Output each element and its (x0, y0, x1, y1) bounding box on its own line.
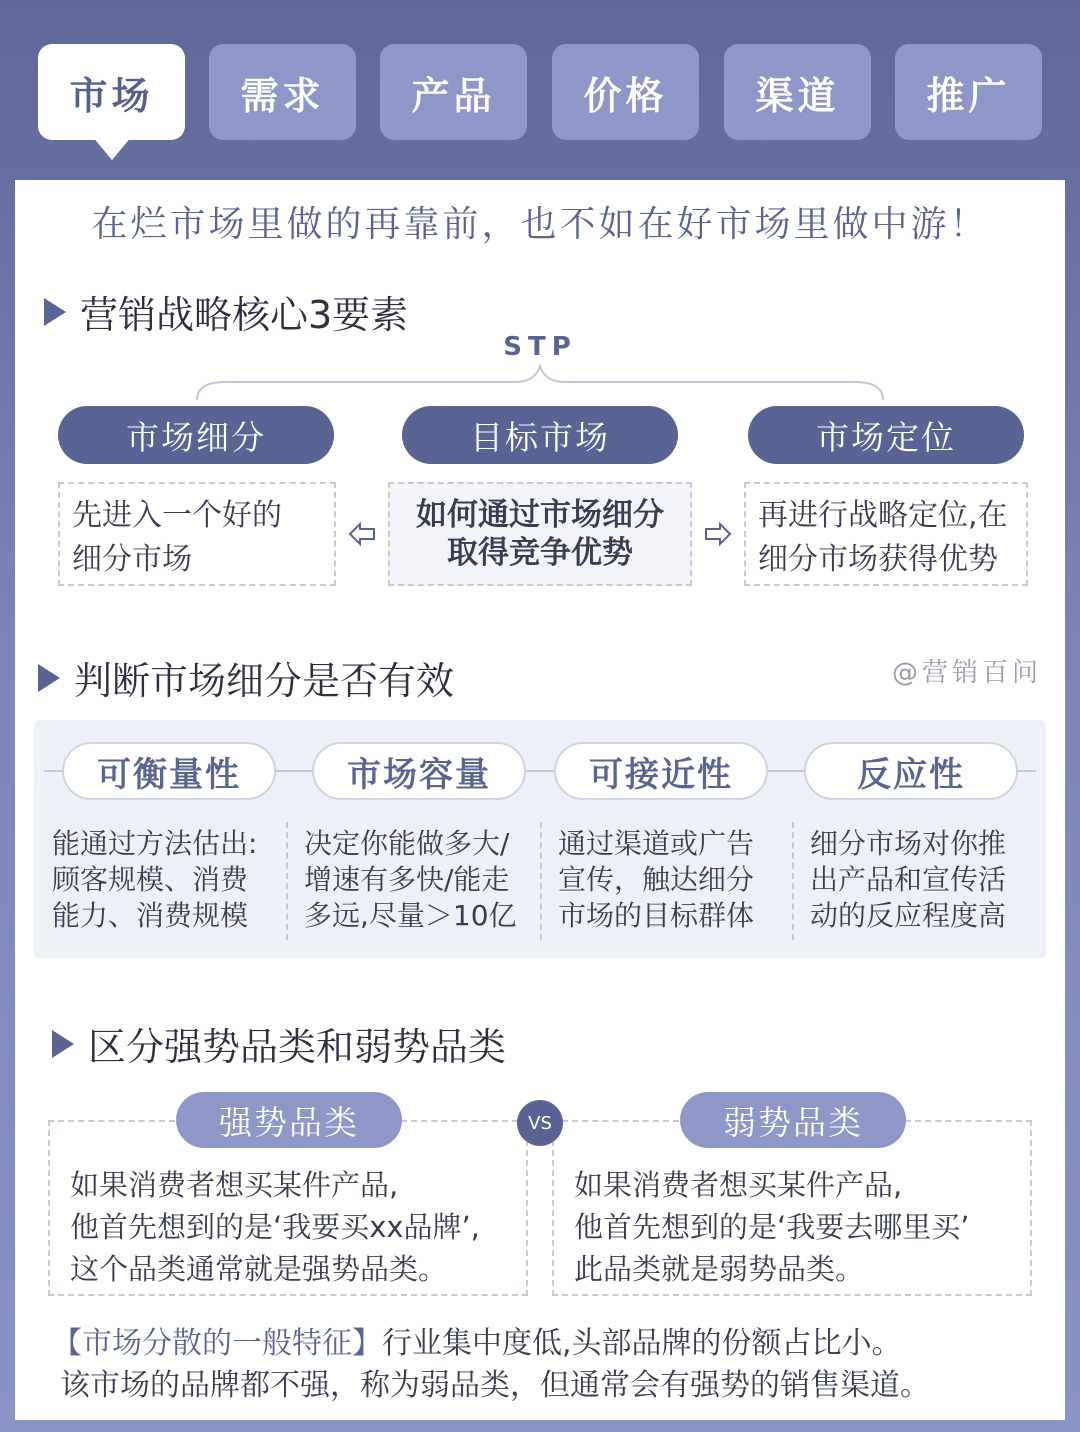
box-line: 取得竞争优势 (447, 535, 633, 571)
tab-bar (38, 44, 1042, 142)
text-line: 顾客规模、消费 (52, 863, 249, 896)
divider (540, 822, 542, 940)
divider (286, 822, 288, 940)
arrow-right-icon (704, 520, 732, 548)
section-title-categories (52, 1016, 506, 1071)
footer-highlight: 【市场分散的一般特征】 (52, 1326, 382, 1361)
triangle-bullet-icon (44, 298, 66, 326)
tab-price[interactable]: 价格 (552, 44, 699, 140)
stp-label: STP (503, 332, 577, 362)
vs-badge: VS (517, 1100, 563, 1146)
pill-responsive: 反应性 (804, 742, 1018, 800)
pill-targeting: 目标市场 (402, 406, 678, 464)
text-line: 增速有多快/能走 (304, 863, 510, 896)
text-line: 他首先想到的是‘我要去哪里买’ (574, 1210, 970, 1244)
section-title-text: 判断市场细分是否有效 (74, 659, 455, 703)
text-line: 此品类就是弱势品类。 (574, 1252, 865, 1286)
arrow-left-icon (348, 520, 376, 548)
text-line: 决定你能做多大/ (304, 827, 510, 860)
criteria-text-accessible (558, 826, 788, 934)
section-title-effective (38, 650, 454, 705)
slogan: 在烂市场里做的再靠前，也不如在好市场里做中游！ (91, 204, 989, 245)
text-line: 如果消费者想买某件产品, (70, 1168, 399, 1202)
box-line: 先进入一个好的 (72, 498, 282, 533)
tab-promotion[interactable]: 推广 (895, 44, 1042, 140)
footer-text: 行业集中度低,头部品牌的份额占比小。 (382, 1326, 902, 1361)
text-line: 他首先想到的是‘我要买xx品牌’, (70, 1210, 480, 1244)
text-line: 细分市场对你推 (810, 827, 1007, 860)
active-tab-pointer (92, 136, 132, 160)
section-title-core-elements (44, 284, 408, 339)
box-segmentation (58, 482, 336, 586)
footer-line-1 (52, 1318, 902, 1362)
triangle-bullet-icon (38, 664, 60, 692)
box-line: 细分市场获得优势 (758, 542, 998, 577)
text-line: 通过渠道或广告 (558, 827, 755, 860)
pill-accessible: 可接近性 (554, 742, 768, 800)
text-line: 能通过方法估出: (52, 827, 258, 860)
pill-measurable: 可衡量性 (62, 742, 276, 800)
pill-positioning: 市场定位 (748, 406, 1024, 464)
text-line: 多远,尽量＞10亿 (304, 899, 517, 932)
footer-line-2: 该市场的品牌都不强，称为弱品类，但通常会有强势的销售渠道。 (60, 1368, 930, 1403)
box-line: 细分市场 (72, 542, 192, 577)
box-line: 如何通过市场细分 (416, 497, 664, 533)
tab-market[interactable]: 市场 (38, 44, 185, 140)
text-line: 如果消费者想买某件产品, (574, 1168, 903, 1202)
box-positioning (744, 482, 1028, 586)
criteria-text-responsive (810, 826, 1040, 934)
pill-capacity: 市场容量 (312, 742, 526, 800)
brace-icon (195, 362, 885, 402)
text-line: 动的反应程度高 (810, 899, 1007, 932)
text-line: 这个品类通常就是强势品类。 (70, 1252, 448, 1286)
text-line: 市场的目标群体 (558, 899, 755, 932)
box-targeting (388, 482, 692, 586)
pill-segmentation: 市场细分 (58, 406, 334, 464)
triangle-bullet-icon (52, 1030, 74, 1058)
watermark: @营销百问 (891, 658, 1042, 688)
text-line: 出产品和宣传活 (810, 863, 1007, 896)
criteria-text-capacity (304, 826, 534, 934)
text-line: 宣传，触达细分 (558, 863, 755, 896)
tab-product[interactable]: 产品 (380, 44, 527, 140)
section-title-text: 区分强势品类和弱势品类 (88, 1025, 507, 1069)
box-line: 再进行战略定位,在 (758, 498, 1008, 533)
tab-demand[interactable]: 需求 (209, 44, 356, 140)
criteria-text-measurable (52, 826, 282, 934)
tab-channel[interactable]: 渠道 (724, 44, 871, 140)
pill-weak-category: 弱势品类 (680, 1092, 906, 1148)
divider (792, 822, 794, 940)
pill-strong-category: 强势品类 (176, 1092, 402, 1148)
text-line: 能力、消费规模 (52, 899, 249, 932)
section-title-text: 营销战略核心3要素 (80, 293, 409, 337)
